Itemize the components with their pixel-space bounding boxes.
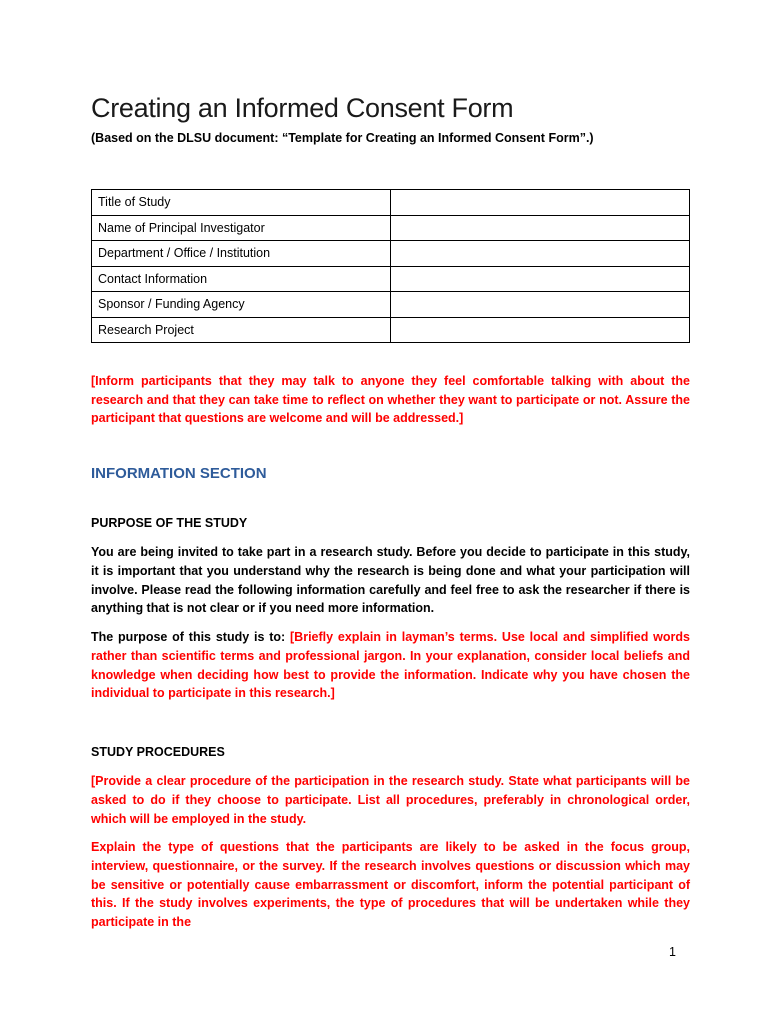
table-row <box>92 190 690 216</box>
table-row <box>92 317 690 343</box>
document-title: Creating an Informed Consent Form <box>91 93 514 123</box>
row-value-contact-information[interactable] <box>391 266 690 292</box>
table-row <box>92 292 690 318</box>
row-label-principal-investigator: Name of Principal Investigator <box>92 215 391 241</box>
row-label-title-of-study: Title of Study <box>92 190 391 216</box>
row-label-contact-information: Contact Information <box>92 266 391 292</box>
row-label-sponsor: Sponsor / Funding Agency <box>92 292 391 318</box>
purpose-heading: PURPOSE OF THE STUDY <box>91 516 248 530</box>
table-row <box>92 241 690 267</box>
study-info-table <box>91 189 690 343</box>
row-value-sponsor[interactable] <box>391 292 690 318</box>
table-row <box>92 266 690 292</box>
inform-participants-note: [Inform participants that they may talk to anyone they feel comfortable talking with about the research and that they can take time to reflect on whether they want to participate or not. Assure the participant that questions are welcome and will be addressed.] <box>91 374 690 425</box>
purpose-paragraph: You are being invited to take part in a research study. Before you decide to participate in this study, it is important that you understand why the research is being done and what your participation will involve. Please read the following information carefully and feel free to ask the researcher if there is anything that is not clear or if you need more information. <box>91 545 690 616</box>
row-value-research-project[interactable] <box>391 317 690 343</box>
row-value-department[interactable] <box>391 241 690 267</box>
document-subtitle: (Based on the DLSU document: “Template for Creating an Informed Consent Form”.) <box>91 131 594 145</box>
row-label-department: Department / Office / Institution <box>92 241 391 267</box>
procedures-instruction-1: [Provide a clear procedure of the participation in the research study. State what participants will be asked to do if they choose to participate. List all procedures, preferably in chronological order, which will be employed in the study. <box>91 774 690 826</box>
purpose-statement <box>91 628 690 703</box>
row-label-research-project: Research Project <box>92 317 391 343</box>
row-value-title-of-study[interactable] <box>391 190 690 216</box>
page-number: 1 <box>669 945 676 959</box>
table-row <box>92 215 690 241</box>
purpose-instruction: [Briefly explain in layman’s terms. Use local and simplified words rather than scientific terms and professional jargon. In your explanation, consider local beliefs and knowledge when deciding how best to provide the information. Indicate why you have chosen the individual to participate in this research.] <box>91 630 690 701</box>
procedures-instruction-2: Explain the type of questions that the participants are likely to be asked in the focus group, interview, questionnaire, or the survey. If the research involves questions or discussion which may be sensitive or potentially cause embarrassment or discomfort, inform the potential participant of this. If the study involves experiments, the type of procedures that will be undertaken while they participate in the <box>91 840 690 930</box>
information-section-heading: INFORMATION SECTION <box>91 465 267 482</box>
purpose-lead: The purpose of this study is to: <box>91 630 291 644</box>
row-value-principal-investigator[interactable] <box>391 215 690 241</box>
study-procedures-heading: STUDY PROCEDURES <box>91 745 225 759</box>
